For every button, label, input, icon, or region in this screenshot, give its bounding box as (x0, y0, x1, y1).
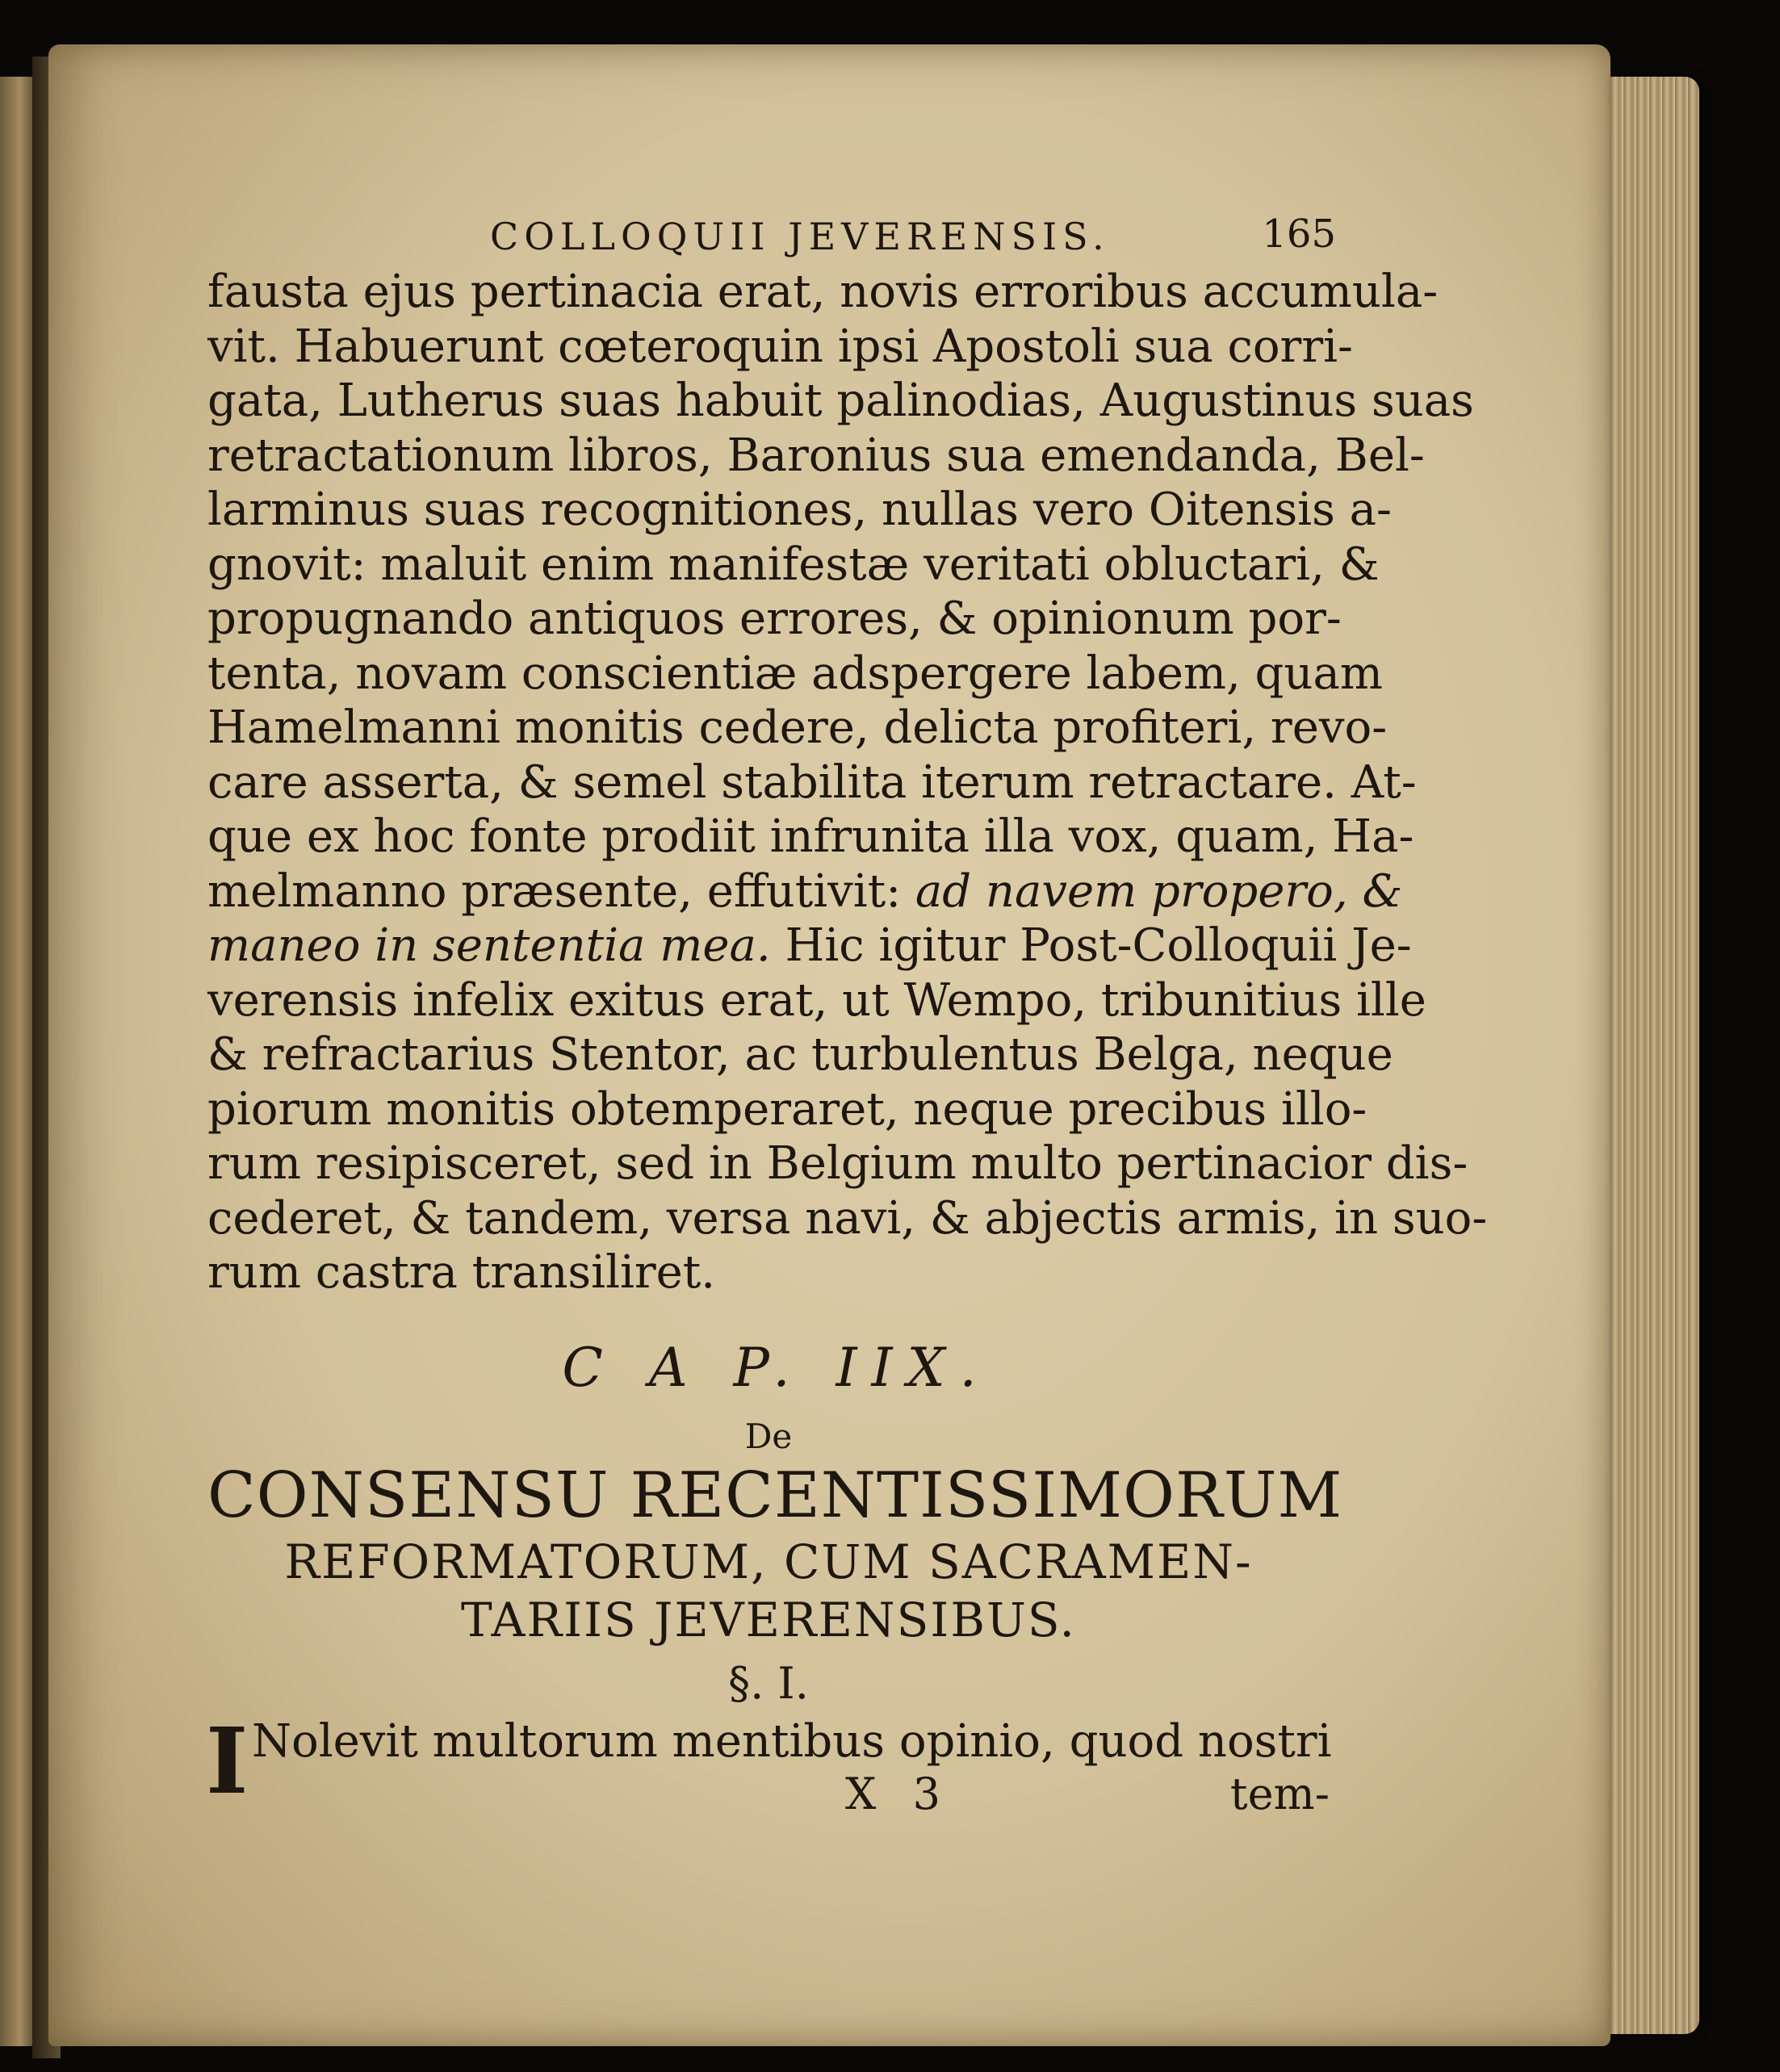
chapter-subtitle-line: TARIIS JEVERENSIBUS. (461, 1592, 1076, 1647)
chapter-label: C A P. IIX. (562, 1336, 991, 1399)
text-line: gata, Lutherus suas habuit palinodias, Augustinus suas (207, 375, 1474, 427)
signature-mark: X 3 (845, 1768, 952, 1819)
text-line: cederet, & tandem, versa navi, & abjectis armis, in suo- (207, 1191, 1488, 1245)
italic-quote: maneo in sententia mea. (207, 919, 771, 972)
text-line: que ex hoc fonte prodiit infrunita illa vox, quam, Ha- (207, 810, 1414, 863)
left-page-edge (0, 77, 36, 2046)
text-line: rum castra transiliret. (207, 1246, 716, 1299)
text-segment: Hic igitur Post-Colloquii Je- (785, 919, 1412, 972)
chapter-title: CONSENSU RECENTISSIMORUM (207, 1459, 1343, 1532)
first-paragraph-text: Nolevit multorum mentibus opinio, quod nostri (252, 1714, 1332, 1768)
text-line: rum resipisceret, sed in Belgium multo pertinacior dis- (207, 1137, 1468, 1190)
text-line: gnovit: maluit enim manifestæ veritati obluctari, & (207, 538, 1380, 591)
text-line: retractationum libros, Baronius sua emendanda, Bel- (207, 429, 1425, 482)
text-line: Hamelmanni monitis cedere, delicta profiteri, revo- (207, 701, 1388, 754)
text-line: care asserta, & semel stabilita iterum retractare. At- (207, 756, 1417, 809)
text-line: vit. Habuerunt cœteroquin ipsi Apostoli sua corri- (207, 320, 1353, 373)
text-line: tenta, novam conscientiæ adspergere labem, quam (207, 647, 1383, 700)
page-number: 165 (1262, 211, 1336, 257)
text-line: verensis infelix exitus erat, ut Wempo, tribunitius ille (207, 973, 1426, 1027)
chapter-de: De (744, 1416, 793, 1456)
section-mark: §. I. (728, 1657, 809, 1709)
chapter-subtitle-line: REFORMATORUM, CUM SACRAMEN- (284, 1534, 1253, 1589)
text-line: & refractarius Stentor, ac turbulentus Belga, neque (207, 1028, 1393, 1081)
catchword: tem- (1229, 1768, 1330, 1819)
drop-initial: I (206, 1708, 249, 1815)
page-text-block (206, 208, 1488, 1822)
text-line (207, 864, 1403, 919)
text-line: fausta ejus pertinacia erat, novis erroribus accumula- (207, 266, 1439, 318)
text-line: larminus suas recognitiones, nullas vero Oitensis a- (207, 483, 1392, 536)
running-title: COLLOQUII JEVERENSIS. (490, 215, 1110, 258)
italic-quote: ad navem propero, & (915, 864, 1403, 918)
text-line: propugnando antiquos errores, & opinionum por- (207, 592, 1342, 645)
text-segment: melmanno præsente, effutivit: (207, 864, 902, 918)
running-header (207, 208, 1336, 265)
page-footer (207, 1769, 1330, 1822)
body-paragraph (207, 265, 1488, 1300)
text-line: piorum monitis obtemperaret, neque precibus illo- (207, 1082, 1367, 1136)
text-line (207, 919, 1412, 973)
page-edges (1610, 77, 1699, 2034)
